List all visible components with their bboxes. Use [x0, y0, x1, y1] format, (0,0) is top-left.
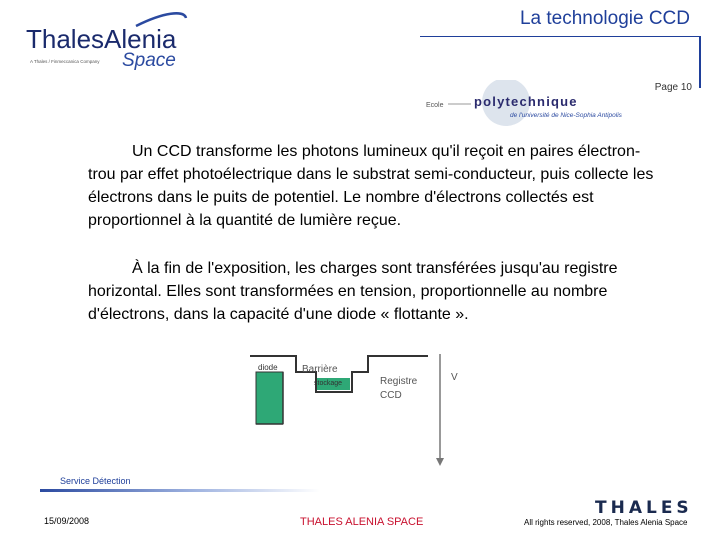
paragraph-exposition	[88, 257, 658, 326]
footer-service: Service Détection	[60, 476, 131, 486]
footer-company: THALES ALENIA SPACE	[300, 516, 424, 528]
footer-bar	[40, 489, 320, 492]
potential-well-diagram	[248, 352, 473, 470]
label-diode: diode	[258, 363, 278, 372]
poly-name: polytechnique	[474, 94, 578, 109]
title-vertical-bar	[699, 36, 701, 88]
poly-ecole: Ecole	[426, 102, 444, 109]
paragraph2-text: À la fin de l'exposition, les charges sont transférées jusqu'au registre horizontal. Elles sont transformées en tension, proportionnelle au nombre d'électrons, dans la capacité d'une diode « flottante ».	[88, 260, 618, 323]
logo-line1: ThalesAlenia	[26, 24, 177, 54]
paragraph1-text: Un CCD transforme les photons lumineux qu'il reçoit en paires électron-trou par effet photoélectrique dans le substrat semi-conducteur, puis collecte les électrons dans le puits de potentiel. Le nombre d'électrons collectés est proportionnel à la quantité de lumière reçue.	[88, 143, 654, 229]
logo-tagline: A Thales / Finmeccanica Company	[30, 59, 100, 64]
label-registre: Registre	[380, 376, 418, 387]
diode-well	[256, 372, 283, 424]
footer-rights: All rights reserved, 2008, Thales Alenia Space	[524, 518, 688, 527]
label-ccd: CCD	[380, 390, 402, 401]
title-underline	[420, 36, 700, 37]
paragraph-ccd-photons	[88, 140, 658, 232]
thales-brand-logo: THALES	[595, 498, 693, 518]
polytechnique-logo	[426, 80, 676, 130]
logo-line2: Space	[122, 50, 176, 70]
poly-subtitle: de l'université de Nice-Sophia Antipolis	[510, 112, 622, 119]
label-barriere: Barrière	[302, 364, 338, 375]
page-title: La technologie CCD	[519, 8, 690, 29]
page-number: Page 10	[654, 82, 692, 93]
label-stockage: stockage	[314, 380, 343, 387]
thales-alenia-space-logo	[24, 8, 189, 70]
label-v: V	[451, 372, 458, 383]
footer-date: 15/09/2008	[44, 516, 90, 526]
